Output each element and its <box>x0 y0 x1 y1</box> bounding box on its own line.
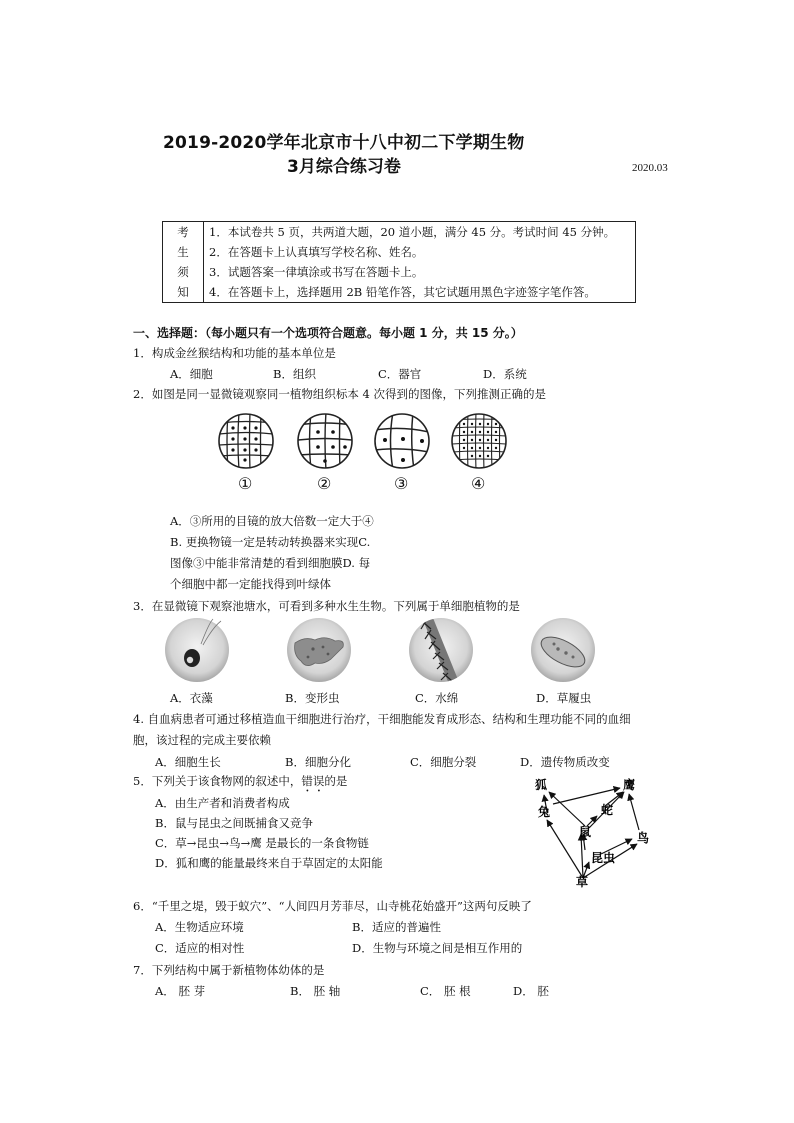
q2-option-line3: 图像③中能非常清楚的看到细胞膜D. 每 <box>170 556 371 570</box>
food-web-grass-label: 草 <box>576 875 589 889</box>
food-web-insect-label: 昆虫 <box>591 851 616 865</box>
q6-stem: 6．“千里之堤，毁于蚁穴”、“人间四月芳菲尽，山寺桃花始盛开”这两句反映了 <box>133 899 532 913</box>
q4-option-c: C．细胞分裂 <box>410 755 477 769</box>
q5-option-d: D．狐和鹰的能量最终来自于草固定的太阳能 <box>155 856 383 870</box>
notice-rule: 3．试题答案一律填涂或书写在答题卡上。 <box>209 265 424 279</box>
q6-option-c: C．适应的相对性 <box>155 941 245 955</box>
exam-notice-box <box>162 221 636 303</box>
microscope-view-4 <box>452 412 506 470</box>
spirogyra-image <box>409 617 473 687</box>
exam-date: 2020.03 <box>632 162 668 174</box>
notice-rule: 4．在答题卡上，选择题用 2B 铅笔作答，其它试题用黑色字迹签字笔作答。 <box>209 285 596 299</box>
notice-rules <box>209 222 615 302</box>
notice-side-char: 须 <box>177 265 189 279</box>
notice-side-char: 生 <box>177 245 189 259</box>
q5-stem-pre: 5．下列关于该食物网的叙述中， <box>133 774 302 788</box>
q6-option-d: D．生物与环境之间是相互作用的 <box>352 941 523 955</box>
q3-option-d: D．草履虫 <box>536 691 592 705</box>
q3-option-a: A．衣藻 <box>170 691 213 705</box>
q1-stem: 1．构成金丝猴结构和功能的基本单位是 <box>133 346 336 360</box>
notice-rule: 2．在答题卡上认真填写学校名称、姓名。 <box>209 245 424 259</box>
microorganisms-figure <box>165 617 605 687</box>
exam-title-line1: 2019-2020学年北京市十八中初二下学期生物 <box>163 133 525 153</box>
view-label-2: ② <box>317 474 332 493</box>
q7-option-b: B． 胚 轴 <box>290 984 341 998</box>
microscope-view-1 <box>219 412 273 470</box>
food-web-fox-label: 狐 <box>535 778 548 792</box>
notice-side-label <box>163 222 204 302</box>
view-label-1: ① <box>238 474 253 493</box>
microscope-views-figure <box>215 408 515 498</box>
microscope-view-2 <box>298 412 352 470</box>
q5-option-c: C．草→昆虫→鸟→鹰 是最长的一条食物链 <box>155 836 369 850</box>
q4-option-d: D．遗传物质改变 <box>520 755 610 769</box>
exam-title-line2: 3月综合练习卷 <box>287 157 401 177</box>
view-label-4: ④ <box>471 474 486 493</box>
food-web-rabbit-label: 兔 <box>538 805 551 819</box>
q4-option-a: A．细胞生长 <box>155 755 221 769</box>
q1-option-a: A．细胞 <box>170 367 213 381</box>
q5-stem <box>133 773 347 795</box>
q4-stem-line1: 4. 自血病患者可通过移植造血干细胞进行治疗，干细胞能发育成形态、结构和生理功能不同的血细 <box>133 712 631 726</box>
amoeba-image <box>287 618 351 682</box>
food-web-diagram <box>525 772 665 890</box>
q3-option-b: B．变形虫 <box>285 691 340 705</box>
q1-option-b: B．组织 <box>273 367 316 381</box>
notice-side-char: 考 <box>177 225 189 239</box>
q3-option-c: C．水绵 <box>415 691 459 705</box>
q7-option-d: D． 胚 <box>513 984 549 998</box>
q1-option-d: D．系统 <box>483 367 527 381</box>
food-web-hawk-label: 鹰 <box>623 778 636 792</box>
q1-option-c: C．器官 <box>378 367 422 381</box>
q7-option-c: C． 胚 根 <box>420 984 471 998</box>
q4-option-b: B．细胞分化 <box>285 755 351 769</box>
q6-option-b: B．适应的普遍性 <box>352 920 441 934</box>
q5-stem-emphasis: 错误 <box>301 774 325 788</box>
q2-stem: 2．如图是同一显微镜观察同一植物组织标本 4 次得到的图像，下列推测正确的是 <box>133 387 546 401</box>
view-label-3: ③ <box>394 474 409 493</box>
q3-stem: 3．在显微镜下观察池塘水，可看到多种水生生物。下列属于单细胞植物的是 <box>133 599 520 613</box>
microscope-view-3 <box>375 412 429 470</box>
q4-stem-line2: 胞，该过程的完成主要依赖 <box>133 733 271 747</box>
chlamydomonas-image <box>165 618 229 682</box>
paramecium-image <box>531 618 595 682</box>
food-web-mouse-label: 鼠 <box>579 825 592 839</box>
notice-side-char: 知 <box>177 285 189 299</box>
notice-rule: 1．本试卷共 5 页，共两道大题，20 道小题，满分 45 分。考试时间 45 分钟。 <box>209 225 616 239</box>
q6-option-a: A．生物适应环境 <box>155 920 244 934</box>
q2-option-line2: B. 更换物镜一定是转动转换器来实现C. <box>170 535 371 549</box>
q5-stem-post: 的是 <box>324 774 348 788</box>
section-heading: 一、选择题：（每小题只有一个选项符合题意。每小题 1 分，共 15 分。） <box>133 326 523 340</box>
q2-option-line1: A．③所用的目镜的放大倍数一定大于④ <box>170 514 374 528</box>
food-web-bird-label: 鸟 <box>637 831 650 845</box>
q5-option-a: A．由生产者和消费者构成 <box>155 796 290 810</box>
q2-option-line4: 个细胞中都一定能找得到叶绿体 <box>170 577 331 591</box>
food-web-snake-label: 蛇 <box>601 803 614 817</box>
q5-option-b: B．鼠与昆虫之间既捕食又竞争 <box>155 816 313 830</box>
q7-option-a: A． 胚 芽 <box>155 984 206 998</box>
q7-stem: 7．下列结构中属于新植物体幼体的是 <box>133 963 325 977</box>
